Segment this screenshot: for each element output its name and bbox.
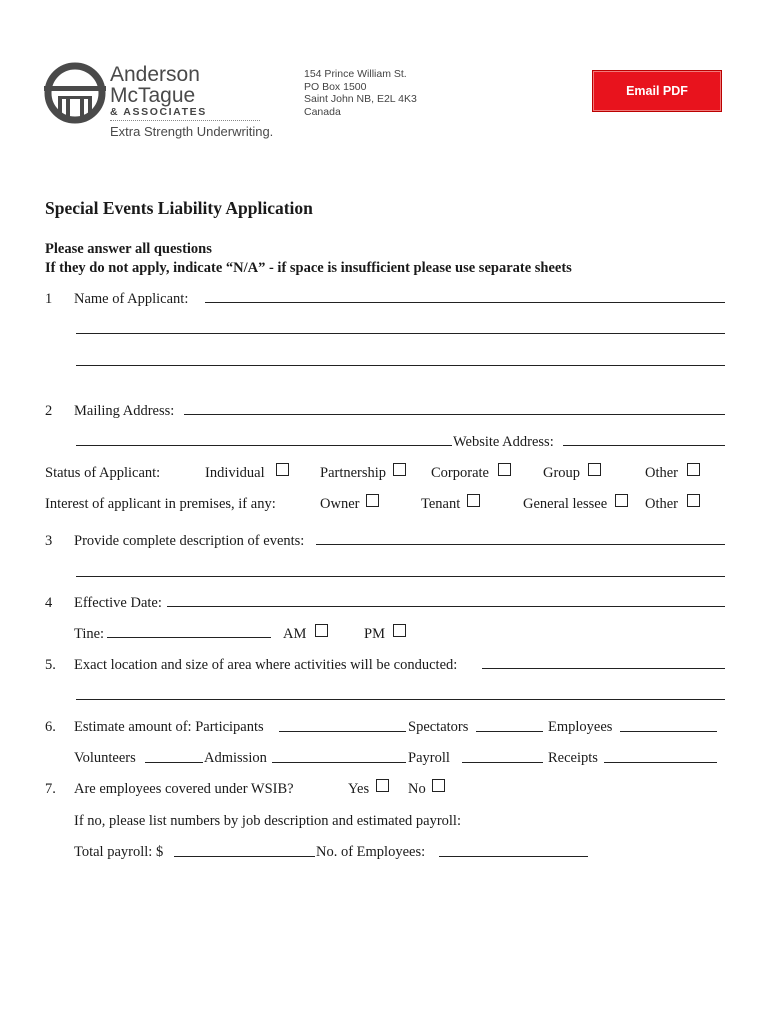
location-field-2[interactable] xyxy=(76,699,725,700)
email-pdf-button[interactable]: Email PDF xyxy=(592,70,722,112)
address-line: 154 Prince William St. xyxy=(304,68,407,80)
events-description-field[interactable] xyxy=(316,544,725,545)
participants-field[interactable] xyxy=(279,731,406,732)
interest-option-other-label: Other xyxy=(645,496,679,512)
receipts-field[interactable] xyxy=(604,762,717,763)
status-option-other-label: Other xyxy=(645,465,679,481)
time-label: Tine: xyxy=(74,626,105,642)
interest-general-lessee-checkbox[interactable] xyxy=(615,494,628,507)
logo-divider xyxy=(110,120,260,121)
q5-number: 5. xyxy=(45,657,56,673)
pm-label: PM xyxy=(364,626,385,642)
q2-number: 2 xyxy=(45,403,53,419)
status-partnership-checkbox[interactable] xyxy=(393,463,406,476)
status-option-individual-label: Individual xyxy=(205,465,265,481)
website-field[interactable] xyxy=(563,445,725,446)
status-individual-checkbox[interactable] xyxy=(276,463,289,476)
admission-label: Admission xyxy=(204,750,267,766)
no-employees-field[interactable] xyxy=(439,856,588,857)
interest-option-general-lessee-label: General lessee xyxy=(523,496,608,512)
location-field[interactable] xyxy=(482,668,725,669)
address-line: PO Box 1500 xyxy=(304,80,367,93)
status-corporate-checkbox[interactable] xyxy=(498,463,511,476)
applicant-name-field-3[interactable] xyxy=(76,365,725,366)
q1-number: 1 xyxy=(45,291,53,307)
company-address xyxy=(304,68,417,118)
mailing-address-field-2[interactable] xyxy=(76,445,452,446)
spectators-field[interactable] xyxy=(476,731,543,732)
q1-label: Name of Applicant: xyxy=(74,291,189,307)
address-line: Saint John NB, E2L 4K3 xyxy=(304,93,417,105)
q4-number: 4 xyxy=(45,595,53,611)
wsib-no-checkbox[interactable] xyxy=(432,779,445,792)
status-label: Status of Applicant: xyxy=(45,465,161,481)
wsib-yes-label: Yes xyxy=(348,781,370,797)
q5-label: Exact location and size of area where activities will be conducted: xyxy=(74,657,458,673)
if-no-instruction: If no, please list numbers by job description and estimated payroll: xyxy=(74,813,461,829)
employees-label: Employees xyxy=(548,719,613,735)
total-payroll-field[interactable] xyxy=(174,856,315,857)
am-label: AM xyxy=(283,626,307,642)
q3-number: 3 xyxy=(45,533,53,549)
interest-other-checkbox[interactable] xyxy=(687,494,700,507)
company-tagline: Extra Strength Underwriting. xyxy=(110,124,274,139)
q7-label: Are employees covered under WSIB? xyxy=(74,781,294,797)
status-other-checkbox[interactable] xyxy=(687,463,700,476)
receipts-label: Receipts xyxy=(548,750,598,766)
status-option-partnership-label: Partnership xyxy=(320,465,387,481)
wsib-yes-checkbox[interactable] xyxy=(376,779,389,792)
company-name-line3: & ASSOCIATES xyxy=(110,106,207,118)
effective-date-field[interactable] xyxy=(167,606,725,607)
q7-number: 7. xyxy=(45,781,56,797)
status-option-group-label: Group xyxy=(543,465,581,481)
wsib-no-label: No xyxy=(408,781,426,797)
interest-option-owner-label: Owner xyxy=(320,496,360,512)
interest-label: Interest of applicant in premises, if any: xyxy=(45,496,276,512)
interest-owner-checkbox[interactable] xyxy=(366,494,379,507)
payroll-label: Payroll xyxy=(408,750,450,766)
company-name-line1: Anderson xyxy=(110,63,200,86)
status-group-checkbox[interactable] xyxy=(588,463,601,476)
website-label: Website Address: xyxy=(453,434,554,450)
admission-field[interactable] xyxy=(272,762,406,763)
employees-field[interactable] xyxy=(620,731,717,732)
am-checkbox[interactable] xyxy=(315,624,328,637)
events-description-field-2[interactable] xyxy=(76,576,725,577)
company-name-line2: McTague xyxy=(110,84,196,107)
total-payroll-label: Total payroll: $ xyxy=(74,844,164,860)
spectators-label: Spectators xyxy=(408,719,469,735)
q3-label: Provide complete description of events: xyxy=(74,533,305,549)
status-option-corporate-label: Corporate xyxy=(431,465,489,481)
form-title: Special Events Liability Application xyxy=(45,198,313,218)
interest-option-tenant-label: Tenant xyxy=(421,496,461,512)
pm-checkbox[interactable] xyxy=(393,624,406,637)
mailing-address-field[interactable] xyxy=(184,414,725,415)
applicant-name-field-2[interactable] xyxy=(76,333,725,334)
q2-label: Mailing Address: xyxy=(74,403,175,419)
instruction-line1: Please answer all questions xyxy=(45,241,212,257)
anderson-mctague-logo-icon xyxy=(44,62,106,124)
no-employees-label: No. of Employees: xyxy=(316,844,426,860)
company-logo xyxy=(44,62,274,142)
q6-number: 6. xyxy=(45,719,56,735)
volunteers-label: Volunteers xyxy=(74,750,136,766)
time-field[interactable] xyxy=(107,637,271,638)
volunteers-field[interactable] xyxy=(145,762,203,763)
q4-label: Effective Date: xyxy=(74,595,162,611)
instruction-line2: If they do not apply, indicate “N/A” - if space is insufficient please use separate sheets xyxy=(45,260,572,276)
payroll-field[interactable] xyxy=(462,762,543,763)
applicant-name-field[interactable] xyxy=(205,302,725,303)
q6-label: Estimate amount of: Participants xyxy=(74,719,264,735)
address-line: Canada xyxy=(304,105,341,118)
interest-tenant-checkbox[interactable] xyxy=(467,494,480,507)
